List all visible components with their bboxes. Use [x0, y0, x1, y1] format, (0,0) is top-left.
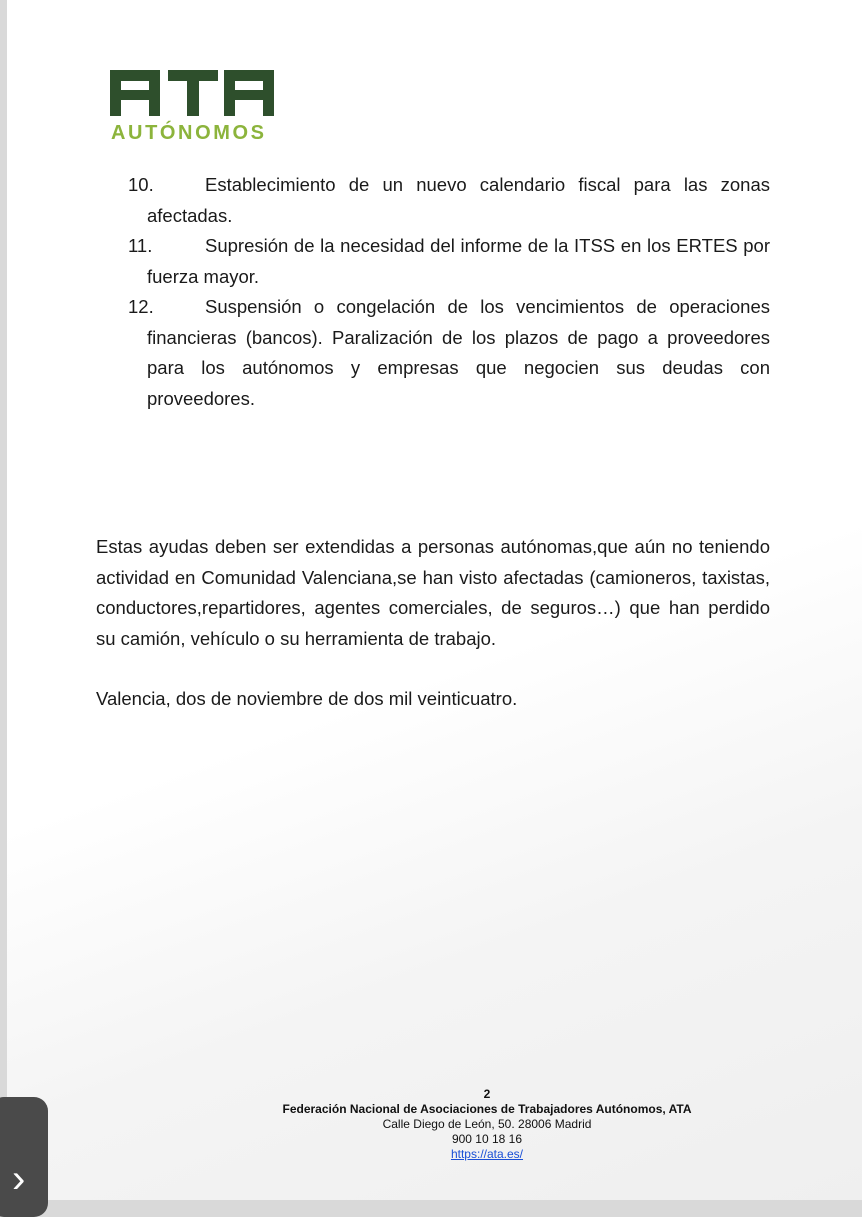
- list-item: [95, 292, 770, 414]
- list-item-text: Supresión de la necesidad del informe de la ITSS en los ERTES por fuerza mayor.: [147, 235, 770, 287]
- body-paragraph: Estas ayudas deben ser extendidas a personas autónomas,que aún no teniendo actividad en Comunidad Valenciana,se han visto afectadas (camioneros, taxistas, conductores,repartidores, agentes comerciales, de seguros…) que han perdido su camión, vehículo o su herramienta de trabajo.: [96, 536, 770, 649]
- list-item-text: Suspensión o congelación de los vencimientos de operaciones financieras (bancos). Paralización de los plazos de pago a proveedores para los autónomos y empresas que negocien sus deudas con proveedores.: [147, 296, 770, 409]
- page-number: 2: [483, 1087, 491, 1101]
- ata-logo: [110, 68, 275, 143]
- list-item: [95, 231, 770, 292]
- page-footer: [207, 1087, 767, 1162]
- list-item-number: 10.: [128, 174, 154, 195]
- list-item: [95, 170, 770, 231]
- closing-line: Valencia, dos de noviembre de dos mil veinticuatro.: [96, 688, 518, 709]
- next-page-button[interactable]: [0, 1097, 48, 1217]
- footer-organization: Federación Nacional de Asociaciones de Trabajadores Autónomos, ATA: [282, 1102, 692, 1116]
- list-item-text: Establecimiento de un nuevo calendario fiscal para las zonas afectadas.: [147, 174, 770, 226]
- list-item-number: 12.: [128, 296, 154, 317]
- numbered-list: [95, 170, 770, 414]
- list-item-number: 11.: [128, 235, 153, 256]
- footer-phone: 900 10 18 16: [451, 1132, 523, 1146]
- ata-logo-graphic: [110, 68, 275, 143]
- document-page: [7, 0, 862, 1200]
- footer-website-link[interactable]: https://ata.es/: [450, 1147, 524, 1161]
- chevron-right-icon: ›: [12, 1157, 26, 1201]
- footer-address: Calle Diego de León, 50. 28006 Madrid: [382, 1117, 592, 1131]
- logo-subtitle: AUTÓNOMOS: [111, 122, 267, 143]
